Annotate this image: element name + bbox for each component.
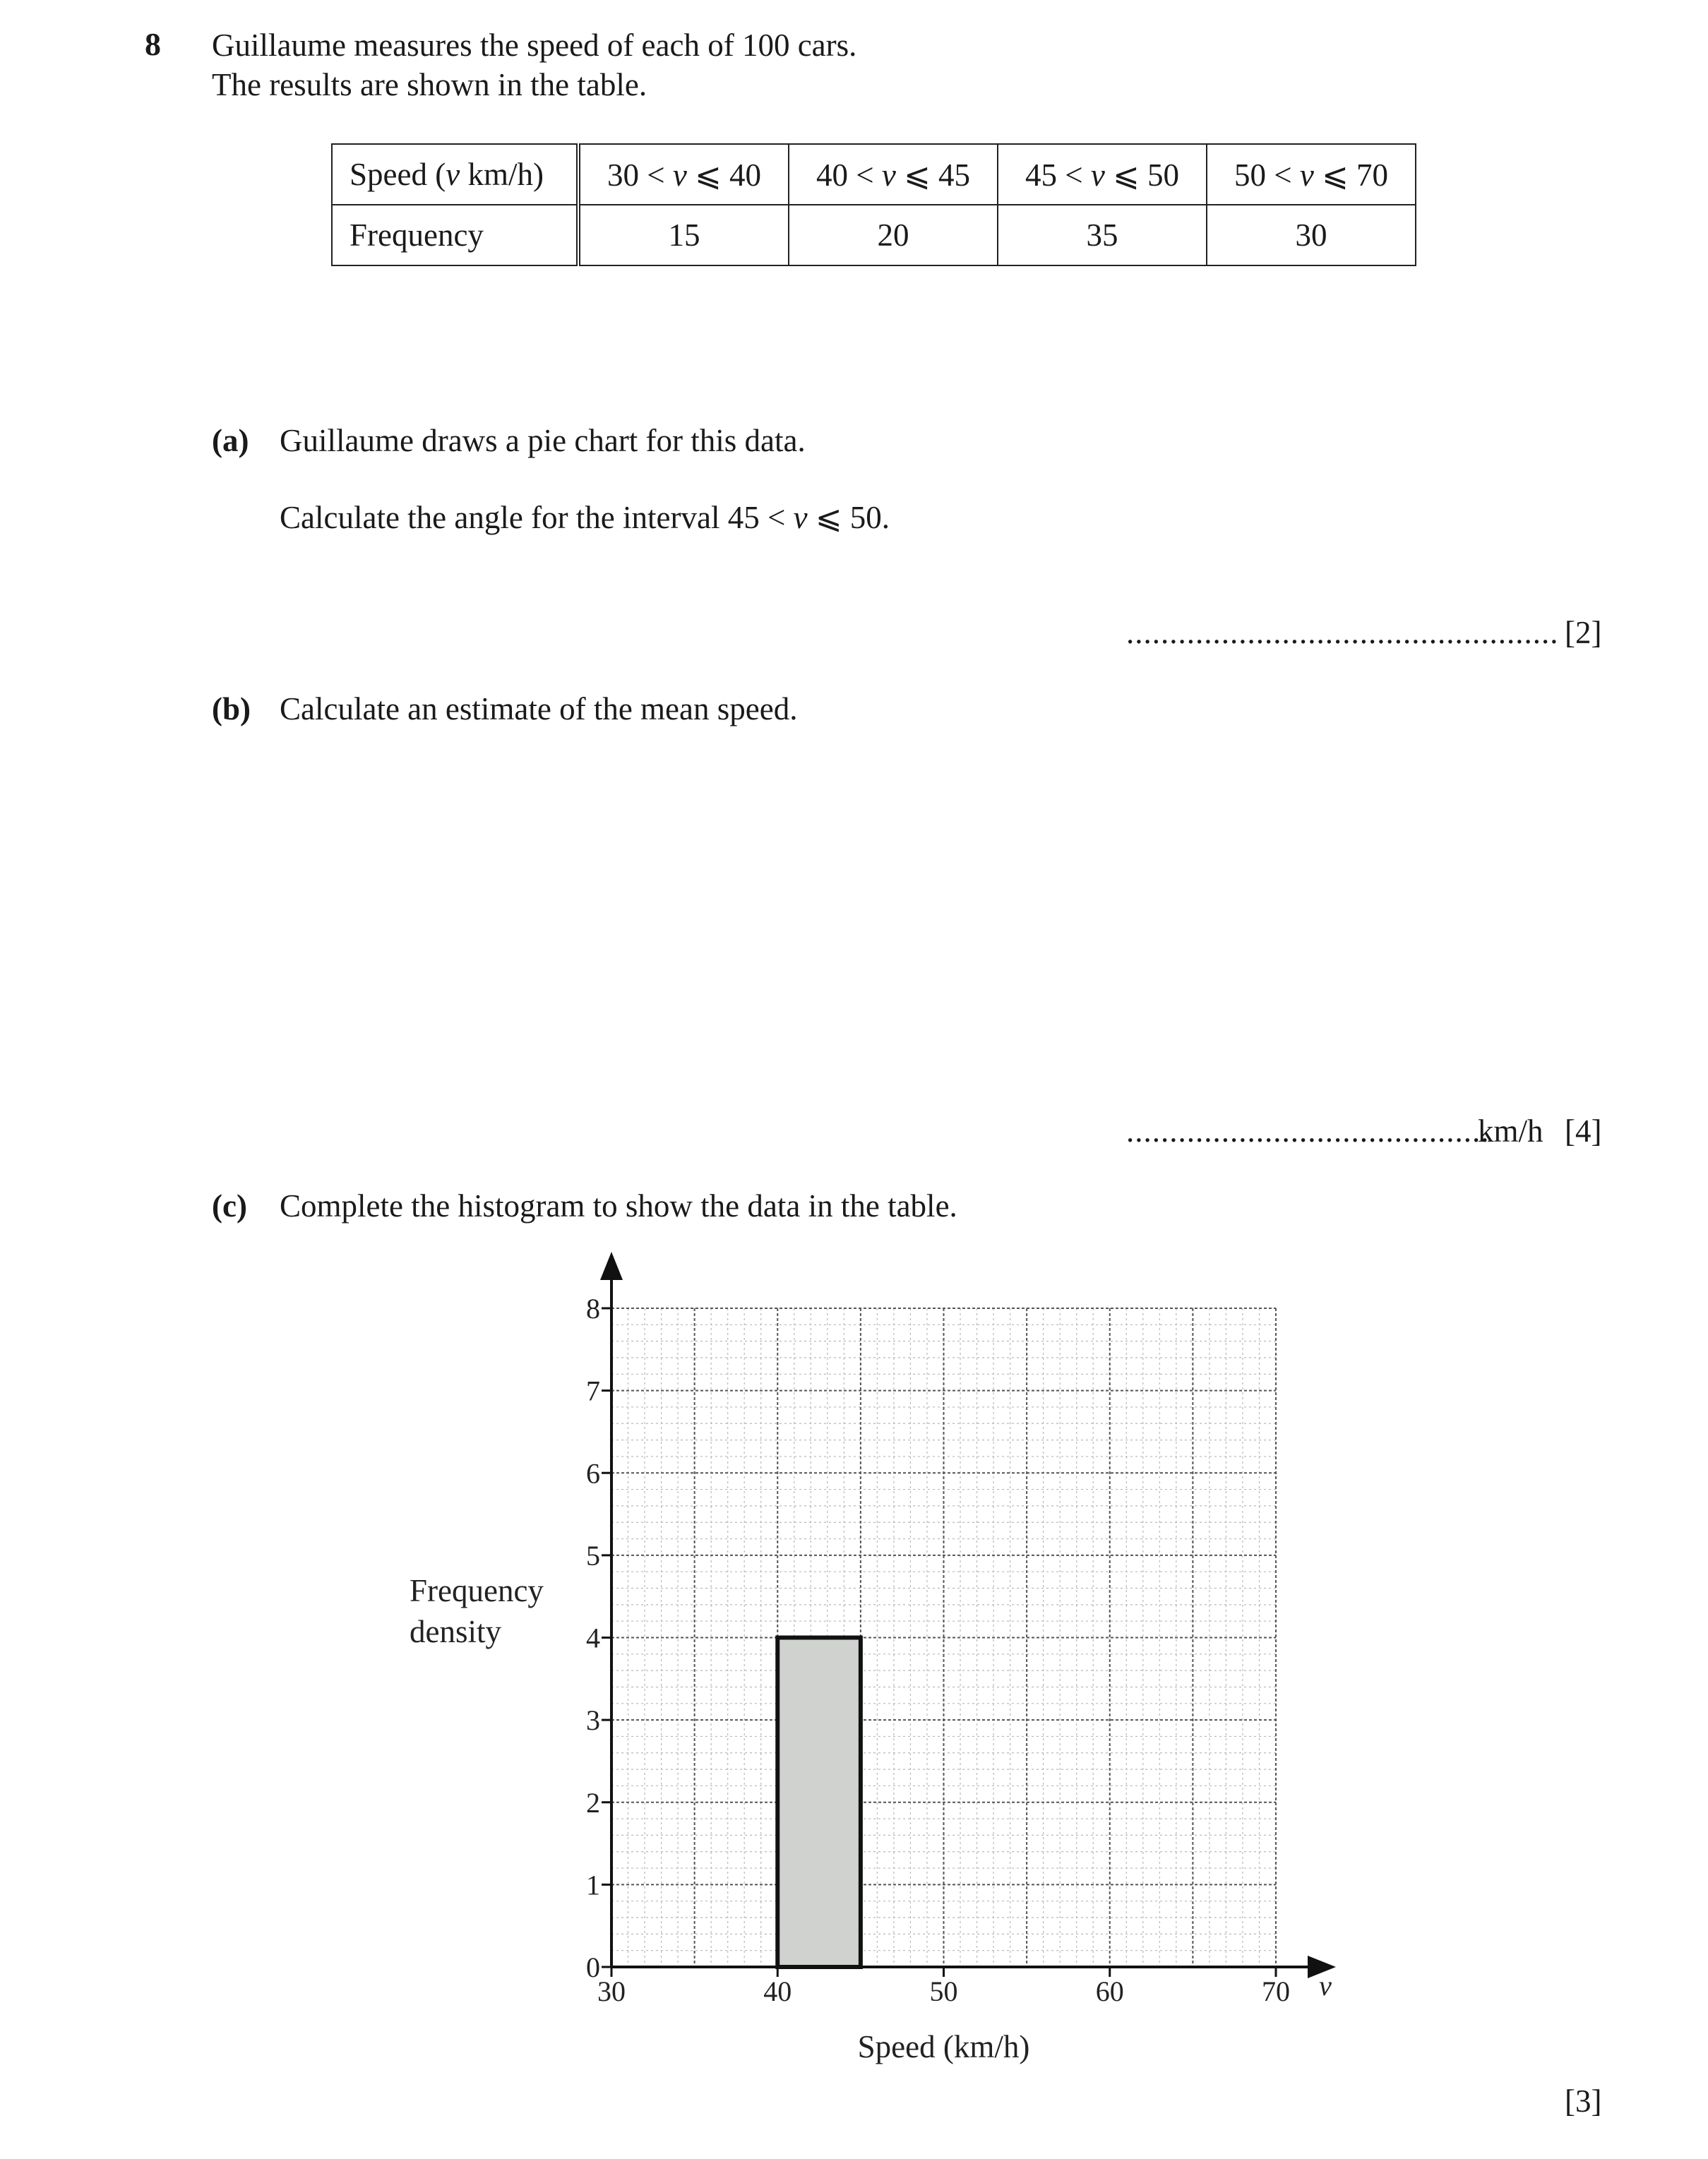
frequency-cell-1: 15 [578, 205, 789, 265]
y-tick-label: 2 [586, 1786, 600, 1819]
y-tick-label: 7 [586, 1375, 600, 1407]
interval-cell-3: 45 < v ⩽ 50 [998, 144, 1207, 205]
y-tick-label: 5 [586, 1539, 600, 1572]
part-a-text-2: Calculate the angle for the interval 45 < v ⩽ 50. [280, 500, 890, 535]
histogram-bars [777, 1638, 861, 1968]
frequency-cell-3: 35 [998, 205, 1207, 265]
part-b-label: (b) [212, 691, 251, 726]
y-tick-label: 8 [586, 1293, 600, 1324]
tick-labels [586, 1293, 1290, 2007]
part-a-label: (a) [212, 423, 249, 458]
part-b-marks: [4] [1565, 1113, 1602, 1149]
part-c-text: Complete the histogram to show the data in the table. [280, 1188, 957, 1224]
y-tick-label: 1 [586, 1869, 600, 1901]
part-c-label: (c) [212, 1188, 247, 1224]
part-a-text-1: Guillaume draws a pie chart for this data. [280, 423, 806, 458]
x-axis-variable: v [1319, 1970, 1332, 2002]
y-tick-label: 6 [586, 1457, 600, 1490]
x-tick-label: 40 [763, 1975, 792, 2007]
y-axis-label-line-1: Frequency [410, 1573, 544, 1608]
frequency-cell-4: 30 [1207, 205, 1416, 265]
y-tick-label: 3 [586, 1704, 600, 1737]
interval-cell-4: 50 < v ⩽ 70 [1207, 144, 1416, 205]
part-a-answer-line[interactable]: .................................................. [1126, 615, 1559, 650]
part-b-unit: km/h [1478, 1113, 1543, 1149]
speed-header-cell: Speed (v km/h) [332, 144, 578, 205]
interval-cell-1: 30 < v ⩽ 40 [578, 144, 789, 205]
intro-line-2: The results are shown in the table. [212, 67, 647, 102]
question-number: 8 [145, 26, 161, 62]
part-b-answer-line[interactable]: .......................................... [1126, 1113, 1490, 1149]
part-a-marks: [2] [1565, 615, 1602, 650]
intro-line-1: Guillaume measures the speed of each of 100 cars. [212, 28, 857, 63]
x-tick-label: 70 [1262, 1975, 1290, 2007]
part-c-marks: [3] [1565, 2083, 1602, 2119]
x-tick-label: 60 [1095, 1975, 1124, 2007]
part-b-text: Calculate an estimate of the mean speed. [280, 691, 798, 726]
histogram-bar [777, 1638, 861, 1968]
x-tick-label: 50 [929, 1975, 958, 2007]
y-tick-label: 4 [586, 1622, 600, 1654]
y-axis-label-line-2: density [410, 1614, 501, 1649]
x-tick-label: 30 [597, 1975, 626, 2007]
axes [600, 1252, 1336, 1978]
interval-cell-2: 40 < v ⩽ 45 [789, 144, 998, 205]
y-axis-arrow [600, 1252, 623, 1280]
frequency-header-cell: Frequency [332, 205, 578, 265]
x-axis-label: Speed (km/h) [857, 2029, 1030, 2064]
frequency-cell-2: 20 [789, 205, 998, 265]
y-tick-label: 0 [586, 1951, 600, 1983]
